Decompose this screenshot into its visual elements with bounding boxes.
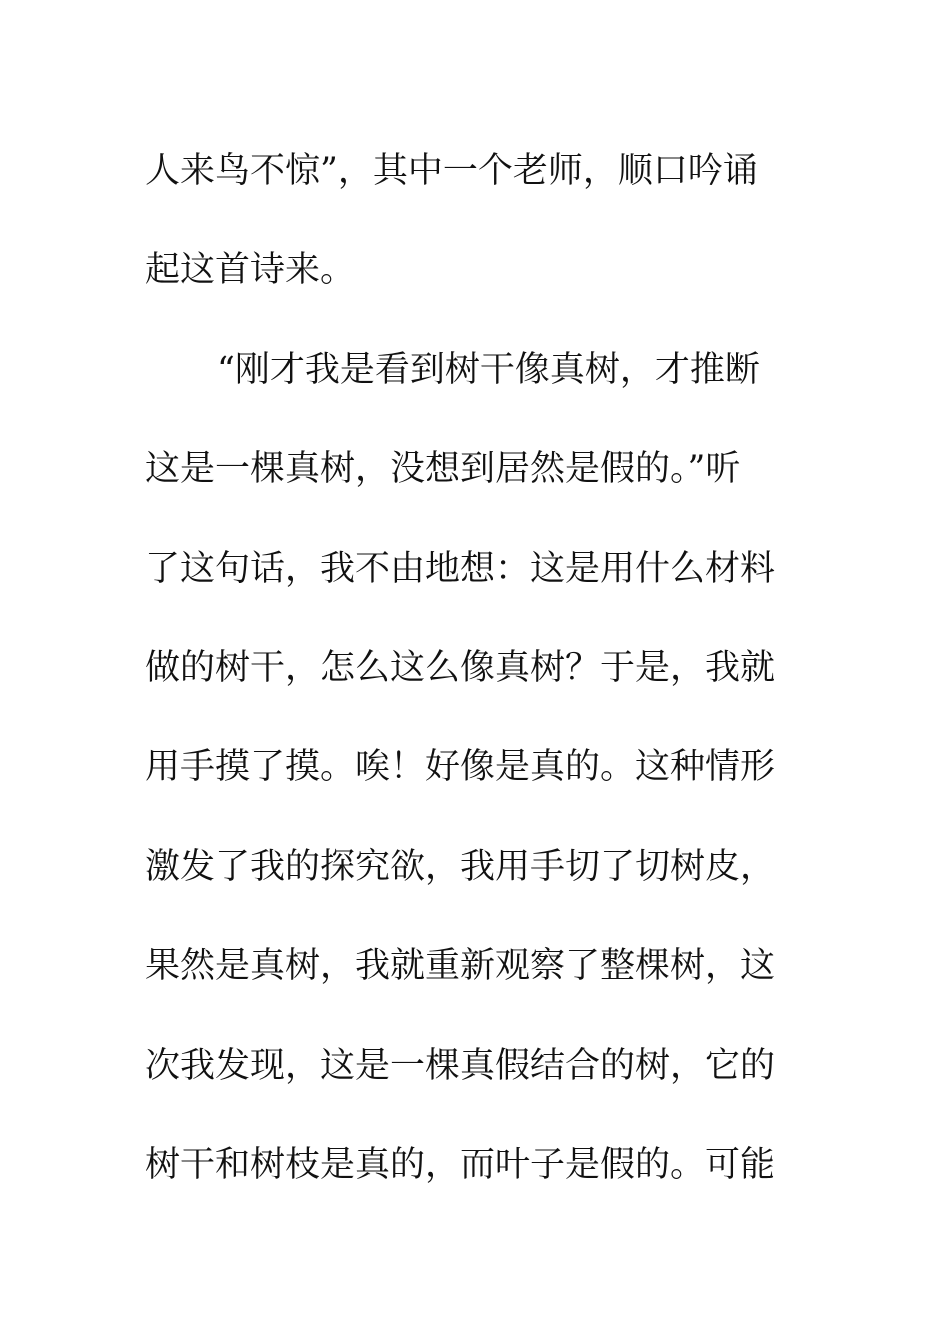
text-line: 果然是真树，我就重新观察了整棵树，这: [145, 946, 776, 987]
text-line: 起这首诗来。: [145, 250, 356, 291]
text-line: 树干和树枝是真的，而叶子是假的。可能: [145, 1144, 776, 1185]
text-line: 人来鸟不惊”，其中一个老师，顺口吟诵: [145, 151, 758, 191]
text-line: 这是一棵真树，没想到居然是假的。”听: [145, 449, 741, 490]
text-line: 用手摸了摸。唉！好像是真的。这种情形: [145, 747, 776, 788]
text-line: 次我发现，这是一棵真假结合的树，它的: [145, 1045, 776, 1086]
body-text: [145, 122, 785, 1215]
text-line: 激发了我的探究欲，我用手切了切树皮，: [145, 846, 776, 887]
text-line: 了这句话，我不由地想：这是用什么材料: [145, 548, 776, 589]
paragraph-start-line: “刚才我是看到树干像真树，才推断: [217, 349, 760, 390]
text-line: 做的树干，怎么这么像真树？于是，我就: [145, 647, 776, 688]
